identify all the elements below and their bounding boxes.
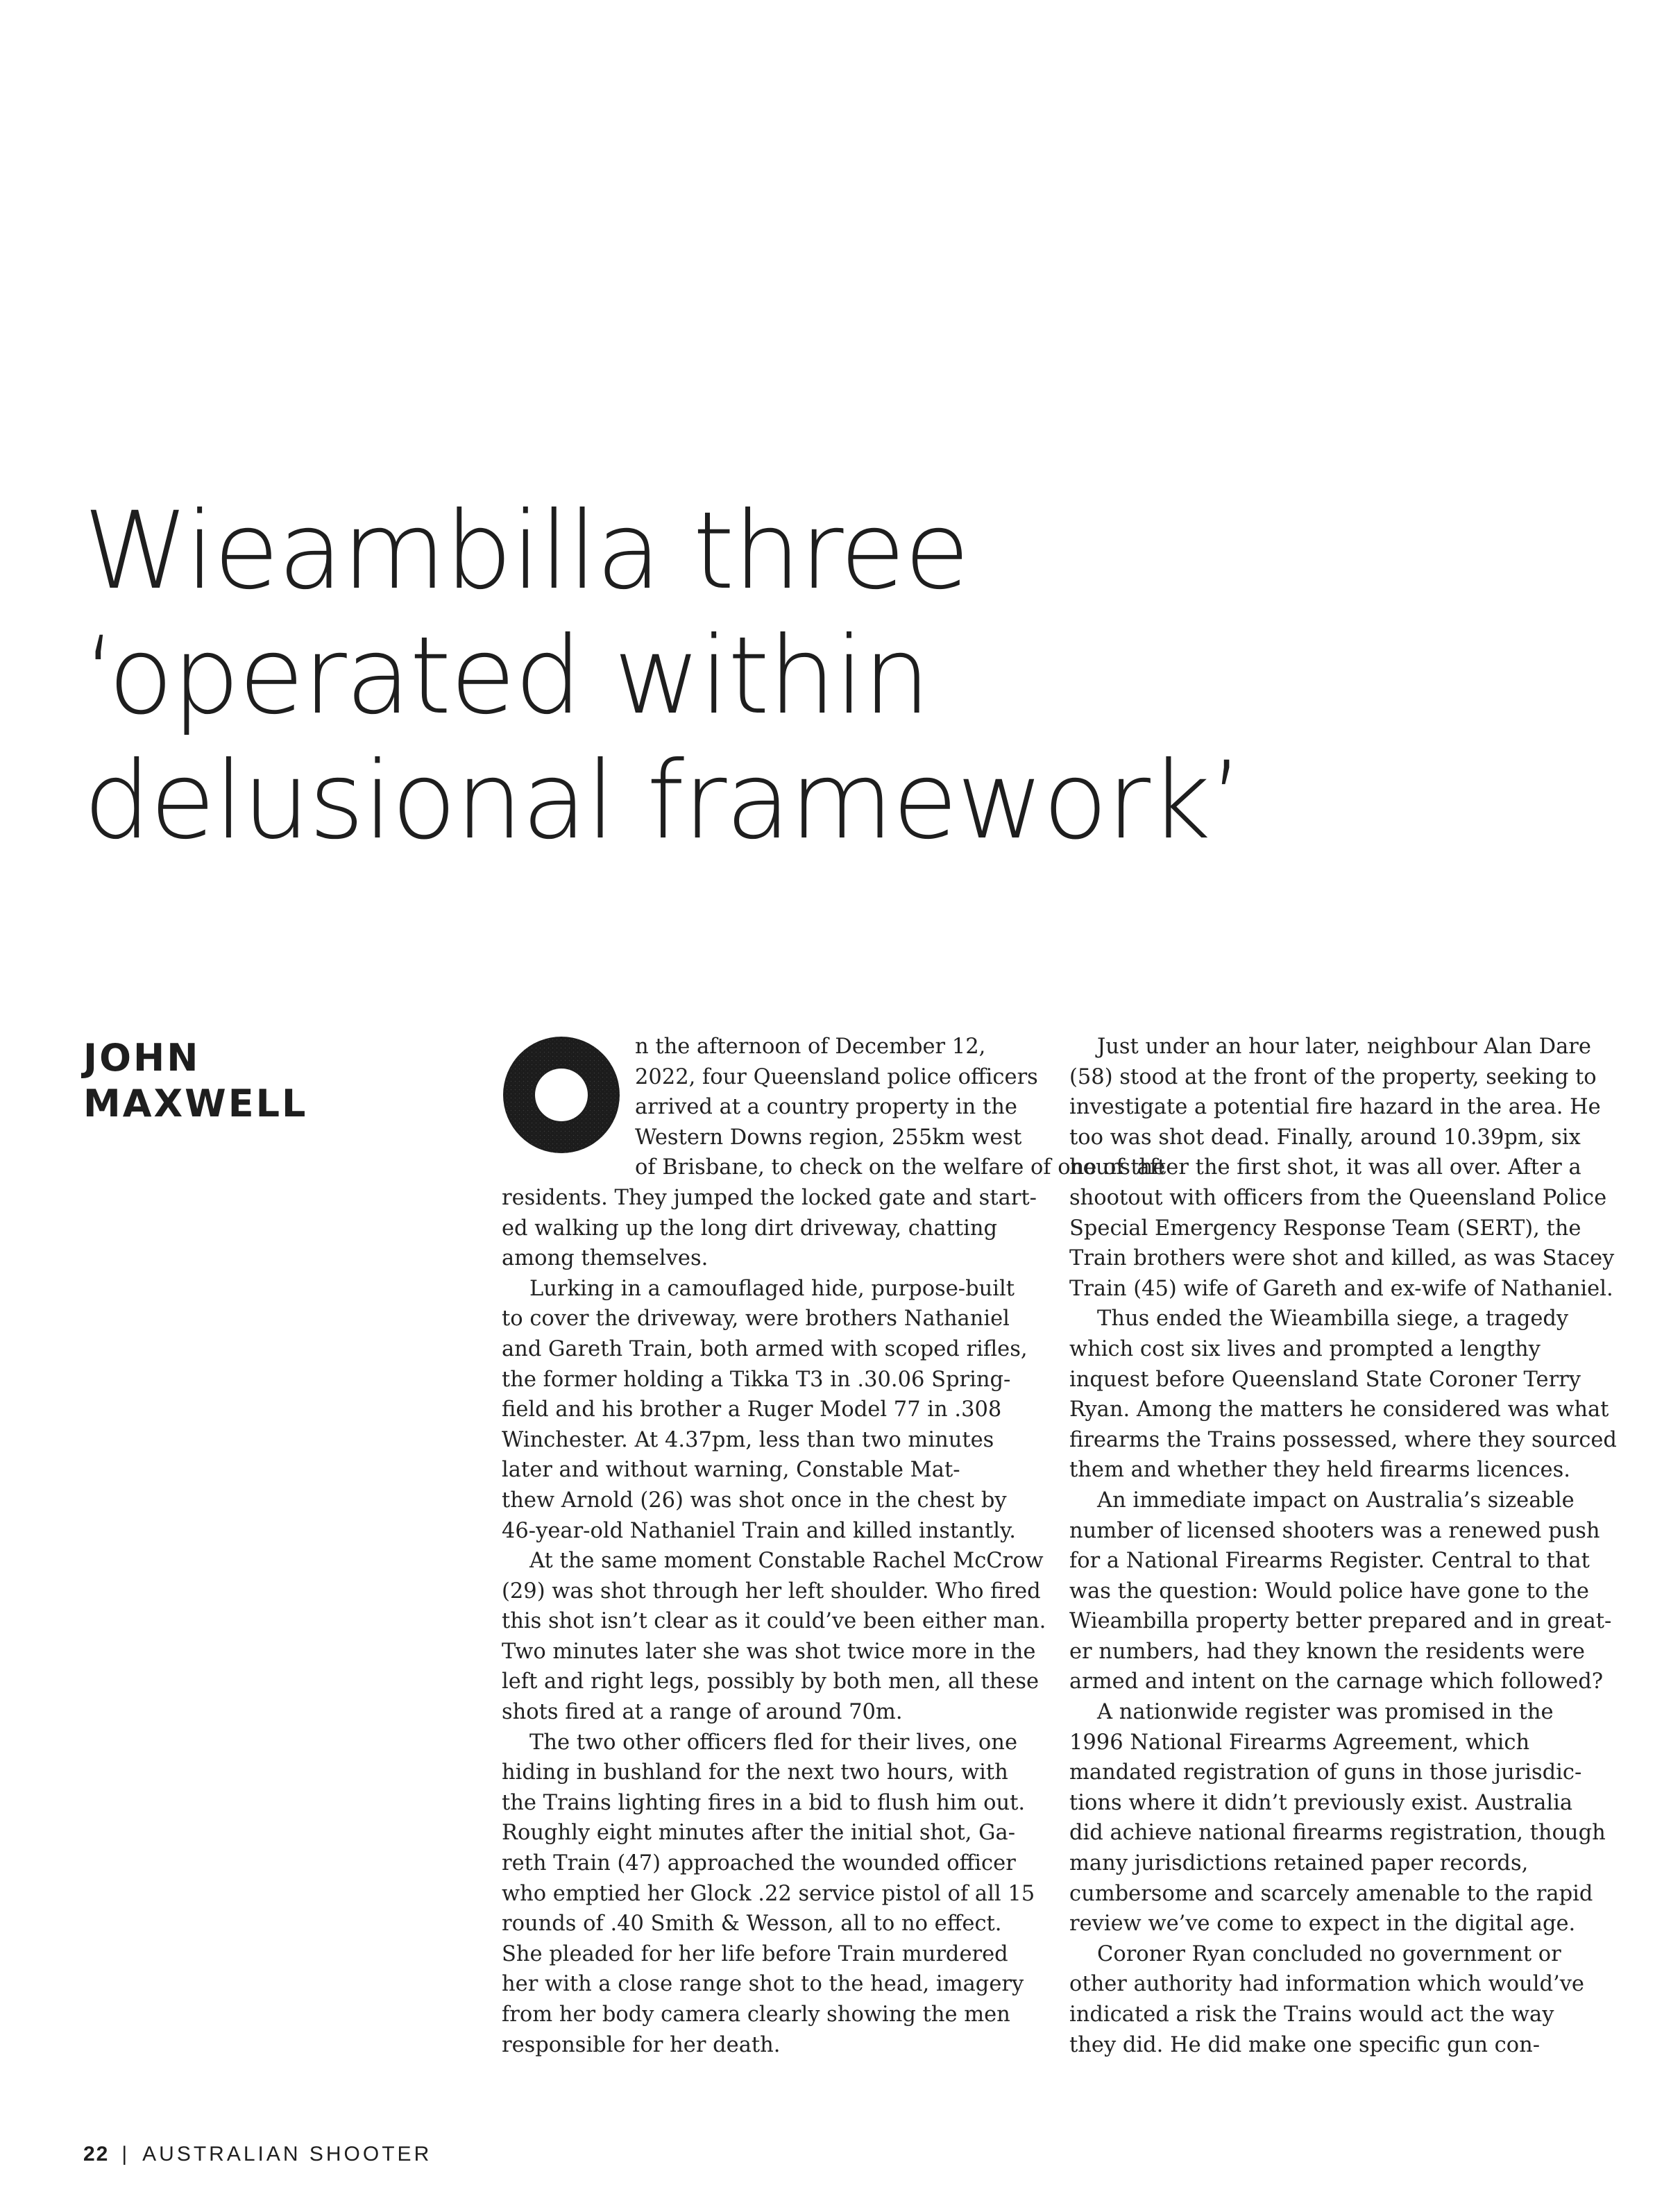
author-first-name: JOHN	[83, 1036, 201, 1080]
text-line: indicated a risk the Trains would act the way	[1069, 2002, 1554, 2027]
text-line: Western Downs region, 255km west	[635, 1125, 1022, 1150]
text-line: At the same moment Constable Rachel McCrow	[529, 1549, 1044, 1574]
text-line: She pleaded for her life before Train murdered	[502, 1941, 1008, 1966]
text-line: residents. They jumped the locked gate and start-	[502, 1185, 1037, 1210]
text-line: Coroner Ryan concluded no government or	[1097, 1941, 1561, 1966]
text-line: her with a close range shot to the head, imagery	[502, 1972, 1024, 1997]
text-line: inquest before Queensland State Coroner Terry	[1069, 1367, 1581, 1392]
text-line: Wieambilla property better prepared and in great-	[1069, 1609, 1612, 1634]
text-line: armed and intent on the carnage which followed?	[1069, 1669, 1604, 1694]
article-headline	[83, 489, 1402, 864]
headline-line: delusional framework’	[83, 739, 1243, 863]
text-line: Train (45) wife of Gareth and ex-wife of Nathaniel.	[1069, 1276, 1613, 1301]
text-line: arrived at a country property in the	[635, 1095, 1017, 1120]
text-line: to cover the driveway, were brothers Nathaniel	[502, 1307, 1010, 1332]
text-line: number of licensed shooters was a renewed push	[1069, 1518, 1600, 1543]
text-line: they did. He did make one specific gun con-	[1069, 2032, 1541, 2057]
text-line: this shot isn’t clear as it could’ve been either man.	[502, 1609, 1046, 1634]
text-line: n the afternoon of December 12,	[635, 1035, 986, 1059]
text-line: reth Train (47) approached the wounded officer	[502, 1851, 1016, 1876]
paragraph	[1069, 1486, 1618, 1697]
drop-cap-o	[502, 1035, 621, 1155]
text-line: review we’ve come to expect in the digital age.	[1069, 1912, 1576, 1937]
text-line: cumbersome and scarcely amenable to the rapid	[1069, 1881, 1593, 1906]
text-line: Thus ended the Wieambilla siege, a tragedy	[1097, 1307, 1569, 1332]
text-line: them and whether they held firearms licences.	[1069, 1458, 1570, 1483]
text-line: Winchester. At 4.37pm, less than two minutes	[502, 1427, 994, 1452]
text-line: Lurking in a camouflaged hide, purpose-built	[529, 1276, 1015, 1301]
text-line: of Brisbane, to check on the welfare of one of the	[635, 1155, 1166, 1180]
text-line: er numbers, had they known the residents were	[1069, 1639, 1585, 1664]
text-line: left and right legs, possibly by both men, all these	[502, 1669, 1040, 1694]
text-line: shots fired at a range of around 70m.	[502, 1700, 903, 1725]
article-column-1	[502, 1032, 1166, 2060]
text-line: tions where it didn’t previously exist. Australia	[1069, 1790, 1573, 1815]
text-line: mandated registration of guns in those jurisdic-	[1069, 1760, 1582, 1785]
text-line: which cost six lives and prompted a lengthy	[1069, 1336, 1541, 1361]
author-last-name: MAXWELL	[83, 1082, 308, 1125]
text-line: Roughly eight minutes after the initial shot, Ga-	[502, 1821, 1016, 1846]
text-line: Train brothers were shot and killed, as was Stacey	[1069, 1246, 1615, 1271]
text-line: rounds of .40 Smith & Wesson, all to no effect.	[502, 1912, 1002, 1937]
text-line: who emptied her Glock .22 service pistol of all 15	[502, 1881, 1035, 1906]
text-line: from her body camera clearly showing the men	[502, 2002, 1010, 2027]
text-line: was the question: Would police have gone to the	[1069, 1579, 1589, 1603]
text-line: hiding in bushland for the next two hours, with	[502, 1760, 1008, 1785]
text-line: shootout with officers from the Queensland Police	[1069, 1185, 1607, 1210]
paragraph	[1069, 1304, 1618, 1486]
author-byline	[83, 1035, 307, 1127]
article-column-2	[1069, 1032, 1618, 2060]
text-line: the former holding a Tikka T3 in .30.06 Spring-	[502, 1367, 1011, 1392]
text-line: for a National Firearms Register. Central to that	[1069, 1549, 1590, 1574]
text-line: responsible for her death.	[502, 2032, 781, 2057]
text-line: did achieve national firearms registration, though	[1069, 1821, 1606, 1846]
text-line: ed walking up the long dirt driveway, chatting	[502, 1216, 998, 1241]
text-line: later and without warning, Constable Mat-	[502, 1458, 960, 1483]
text-line: Just under an hour later, neighbour Alan Dare	[1097, 1035, 1591, 1059]
headline-line: ‘operated within	[83, 614, 930, 738]
paragraph	[502, 1546, 1050, 1728]
text-line: The two other officers fled for their lives, one	[529, 1730, 1017, 1755]
text-line: (29) was shot through her left shoulder. Who fired	[502, 1579, 1041, 1603]
drop-cap-o-glyph	[502, 1035, 621, 1155]
text-line: field and his brother a Ruger Model 77 in .308	[502, 1397, 1002, 1422]
text-line: Special Emergency Response Team (SERT), the	[1069, 1216, 1581, 1241]
text-line: other authority had information which would’ve	[1069, 1972, 1584, 1997]
paragraph	[502, 1728, 1050, 2061]
text-line: 46-year-old Nathaniel Train and killed instantly.	[502, 1518, 1016, 1543]
publication-name: AUSTRALIAN SHOOTER	[142, 2143, 432, 2166]
text-line: many jurisdictions retained paper records,	[1069, 1851, 1529, 1876]
footer-separator: |	[121, 2143, 130, 2166]
headline-line: Wieambilla three	[83, 489, 969, 613]
text-line: An immediate impact on Australia’s sizeable	[1097, 1488, 1575, 1513]
text-line: the Trains lighting fires in a bid to flush him out.	[502, 1790, 1026, 1815]
text-line: too was shot dead. Finally, around 10.39pm, six	[1069, 1125, 1581, 1150]
text-line: A nationwide register was promised in the	[1097, 1700, 1554, 1725]
paragraph	[502, 1274, 1050, 1546]
text-line: thew Arnold (26) was shot once in the chest by	[502, 1488, 1007, 1513]
text-line: investigate a potential fire hazard in the area. He	[1069, 1095, 1601, 1120]
text-line: firearms the Trains possessed, where they sourced	[1069, 1427, 1617, 1452]
page-number: 22	[83, 2143, 110, 2166]
text-line: 2022, four Queensland police officers	[635, 1064, 1038, 1089]
text-line: hours after the first shot, it was all over. After a	[1069, 1155, 1581, 1180]
text-line: among themselves.	[502, 1246, 709, 1271]
paragraph	[1069, 1697, 1618, 1939]
text-line: Ryan. Among the matters he considered was what	[1069, 1397, 1609, 1422]
text-line: and Gareth Train, both armed with scoped rifles,	[502, 1336, 1028, 1361]
text-line: (58) stood at the front of the property, seeking to	[1069, 1064, 1597, 1089]
paragraph	[1069, 1032, 1618, 1304]
text-line: 1996 National Firearms Agreement, which	[1069, 1730, 1530, 1755]
page-footer	[83, 2143, 432, 2166]
paragraph	[1069, 1939, 1618, 2060]
text-line: Two minutes later she was shot twice more in the	[502, 1639, 1036, 1664]
